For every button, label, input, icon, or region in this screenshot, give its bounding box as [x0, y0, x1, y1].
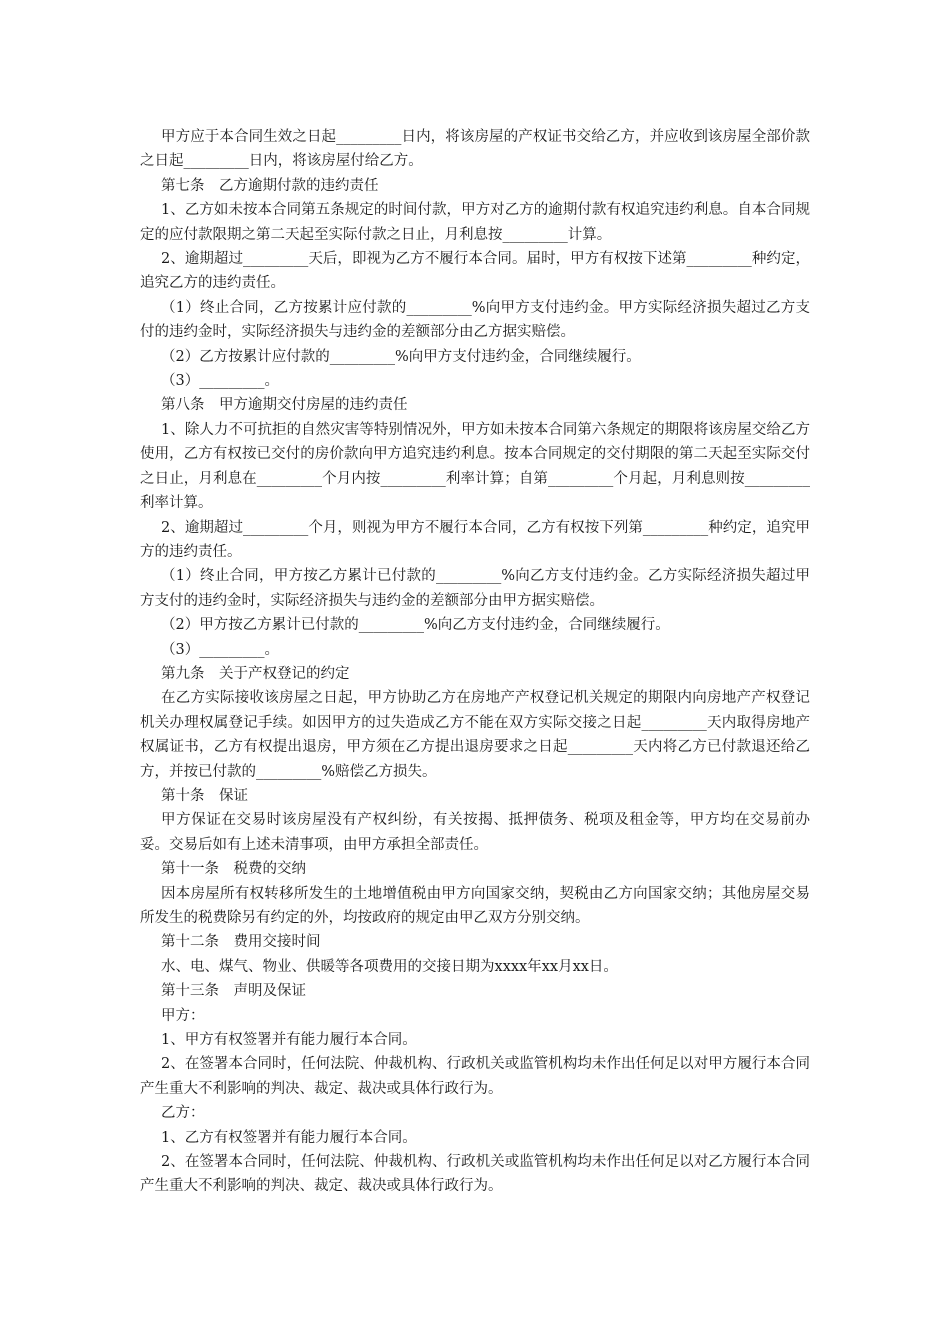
article-7-option-3: （3）_________。: [161, 373, 279, 390]
article-8-heading: 第八条 甲方逾期交付房屋的违约责任: [161, 397, 408, 414]
party-b-clause-2: 2、在签署本合同时，任何法院、仲裁机构、行政机关或监管机构均未作出任何足以对乙方履行本合同产生重大不利影响的判决、裁定、裁决或具体行政行为。: [140, 1154, 810, 1195]
article-9-heading: 第九条 关于产权登记的约定: [161, 665, 350, 682]
article-7-clause-1: 1、乙方如未按本合同第五条规定的时间付款，甲方对乙方的逾期付款有权追究违约利息。自本合同规定的应付款限期之第二天起至实际付款之日止，月利息按_________计算。: [140, 202, 810, 243]
article-13-heading: 第十三条 声明及保证: [161, 983, 307, 1000]
article-10-heading: 第十条 保证: [161, 787, 249, 804]
article-9-body: 在乙方实际接收该房屋之日起，甲方协助乙方在房地产产权登记机关规定的期限内向房地产产权登记机关办理权属登记手续。如因甲方的过失造成乙方不能在双方实际交接之日起_________天内取得房地产权属证书，乙方有权提出退房，甲方须在乙方提出退房要求之日起_________天内将乙方已付款退还给乙方，并按已付款的_________%赔偿乙方损失。: [140, 690, 810, 780]
party-a-label: 甲方：: [161, 1007, 205, 1024]
article-7-clause-2: 2、逾期超过_________天后，即视为乙方不履行本合同。届时，甲方有权按下述第_________种约定，追究乙方的违约责任。: [140, 251, 810, 292]
article-8-option-3: （3）_________。: [161, 641, 279, 658]
article-11-heading: 第十一条 税费的交纳: [161, 861, 307, 878]
article-12-heading: 第十二条 费用交接时间: [161, 934, 321, 951]
article-11-body: 因本房屋所有权转移所发生的土地增值税由甲方向国家交纳，契税由乙方向国家交纳；其他房屋交易所发生的税费除另有约定的外，均按政府的规定由甲乙双方分别交纳。: [140, 885, 810, 926]
article-8-option-1: （1）终止合同，甲方按乙方累计已付款的_________%向乙方支付违约金。乙方实际经济损失超过甲方支付的违约金时，实际经济损失与违约金的差额部分由甲方据实赔偿。: [140, 568, 810, 609]
article-10-body: 甲方保证在交易时该房屋没有产权纠纷，有关按揭、抵押债务、税项及租金等，甲方均在交易前办妥。交易后如有上述未清事项，由甲方承担全部责任。: [140, 812, 810, 853]
article-7-option-1: （1）终止合同，乙方按累计应付款的_________%向甲方支付违约金。甲方实际经济损失超过乙方支付的违约金时，实际经济损失与违约金的差额部分由乙方据实赔偿。: [140, 299, 810, 341]
article-8-clause-1: 1、除人力不可抗拒的自然灾害等特别情况外，甲方如未按本合同第六条规定的期限将该房屋交给乙方使用，乙方有权按已交付的房价款向甲方追究违约利息。按本合同规定的交付期限的第二天起至实际交付之日止，月利息在_________个月内按_________利率计算；自第_________个月起，月利息则按_________利率计算。: [140, 421, 810, 512]
party-b-label: 乙方：: [161, 1105, 205, 1122]
document-page: [140, 125, 810, 1199]
paragraph-delivery-terms: 甲方应于本合同生效之日起_________日内，将该房屋的产权证书交给乙方，并应收到该房屋全部价款之日起_________日内，将该房屋付给乙方。: [140, 129, 810, 170]
article-7-option-2: （2）乙方按累计应付款的_________%向甲方支付违约金，合同继续履行。: [161, 348, 641, 365]
article-8-clause-2: 2、逾期超过_________个月，则视为甲方不履行本合同，乙方有权按下列第_________种约定，追究甲方的违约责任。: [140, 519, 810, 560]
party-a-clause-2: 2、在签署本合同时，任何法院、仲裁机构、行政机关或监管机构均未作出任何足以对甲方履行本合同产生重大不利影响的判决、裁定、裁决或具体行政行为。: [140, 1056, 810, 1097]
party-b-clause-1: 1、乙方有权签署并有能力履行本合同。: [161, 1129, 417, 1146]
article-8-option-2: （2）甲方按乙方累计已付款的_________%向乙方支付违约金，合同继续履行。: [161, 617, 670, 634]
party-a-clause-1: 1、甲方有权签署并有能力履行本合同。: [161, 1032, 417, 1049]
article-7-heading: 第七条 乙方逾期付款的违约责任: [161, 177, 379, 194]
article-12-body: 水、电、煤气、物业、供暖等各项费用的交接日期为xxxx年xx月xx日。: [161, 958, 618, 975]
